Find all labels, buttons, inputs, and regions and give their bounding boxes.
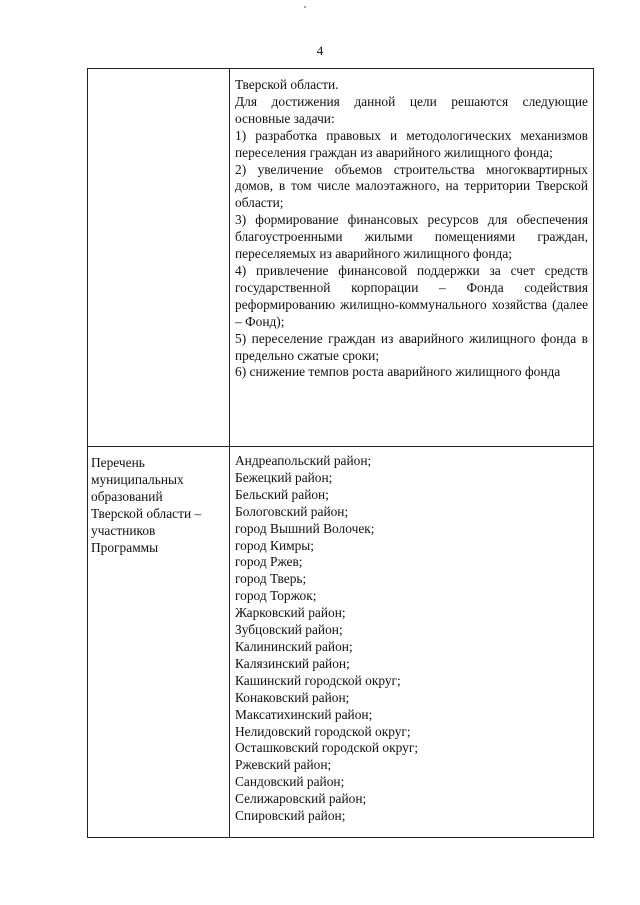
list-item: Андреапольский район; [235, 453, 372, 468]
label-line: муниципальных [91, 471, 184, 487]
task-item: 6) снижение темпов роста аварийного жилищного фонда [235, 364, 561, 380]
label-line: Перечень [91, 455, 145, 470]
list-item: Селижаровский район; [235, 791, 367, 807]
list-item: Максатихинский район; [235, 706, 373, 722]
list-item: Бологовский район; [235, 503, 349, 519]
label-line: Тверской области – [91, 505, 202, 521]
row1-content-cell [230, 69, 594, 447]
paragraph: Тверской области. [235, 77, 339, 92]
list-item: Ржевский район; [235, 757, 332, 773]
list-item: Бельский район; [235, 486, 329, 502]
list-item: Кашинский городской округ; [235, 672, 401, 688]
label-line: образований [91, 488, 163, 504]
row2-label-cell [88, 447, 230, 838]
list-item: Калязинский район; [235, 655, 350, 671]
row1-label-cell [88, 69, 230, 447]
list-item: Осташковский городской округ; [235, 740, 419, 756]
label-line: Программы [91, 539, 159, 555]
page-number: 4 [316, 43, 324, 58]
municipalities-list [230, 447, 593, 825]
label-line: участников [91, 522, 156, 538]
task-item: 3) формирование финансовых ресурсов для обеспечения благоустроенными жилыми помещениями граждан, переселяемых из аварийного жилищного фонда; [235, 212, 588, 262]
table-row-goals [88, 69, 594, 447]
list-item: город Кимры; [235, 537, 315, 553]
list-item: Зубцовский район; [235, 622, 343, 638]
list-item: Нелидовский городской округ; [235, 723, 411, 739]
tasks-text [230, 69, 593, 381]
paragraph: Для достижения данной цели решаются следующие основные задачи: [235, 93, 588, 126]
program-passport-table [87, 68, 594, 838]
list-item: Жарковский район; [235, 605, 346, 621]
list-item: город Торжок; [235, 588, 317, 604]
list-item: Спировский район; [235, 808, 346, 824]
row2-content-cell [230, 447, 594, 838]
list-item: Калининский район; [235, 638, 353, 654]
task-item: 2) увеличение объемов строительства многоквартирных домов, в том числе малоэтажного, на территории Тверской области; [235, 161, 588, 211]
task-item: 4) привлечение финансовой поддержки за счет средств государственной корпорации – Фонда содействия реформированию жилищно-коммунального хозяйства (далее – Фонд); [235, 262, 588, 329]
list-item: Бежецкий район; [235, 469, 333, 485]
task-item: 1) разработка правовых и методологических механизмов переселения граждан из аварийного жилищного фонда; [235, 127, 588, 160]
list-item: Сандовский район; [235, 774, 345, 790]
list-item: город Ржев; [235, 554, 303, 570]
task-item: 5) переселение граждан из аварийного жилищного фонда в предельно сжатые сроки; [235, 330, 588, 363]
list-item: город Тверь; [235, 571, 307, 587]
scan-speck [304, 6, 306, 8]
table-row-municipalities [88, 447, 594, 838]
municipalities-label [88, 447, 229, 556]
list-item: город Вышний Волочек; [235, 520, 375, 536]
list-item: Конаковский район; [235, 689, 350, 705]
